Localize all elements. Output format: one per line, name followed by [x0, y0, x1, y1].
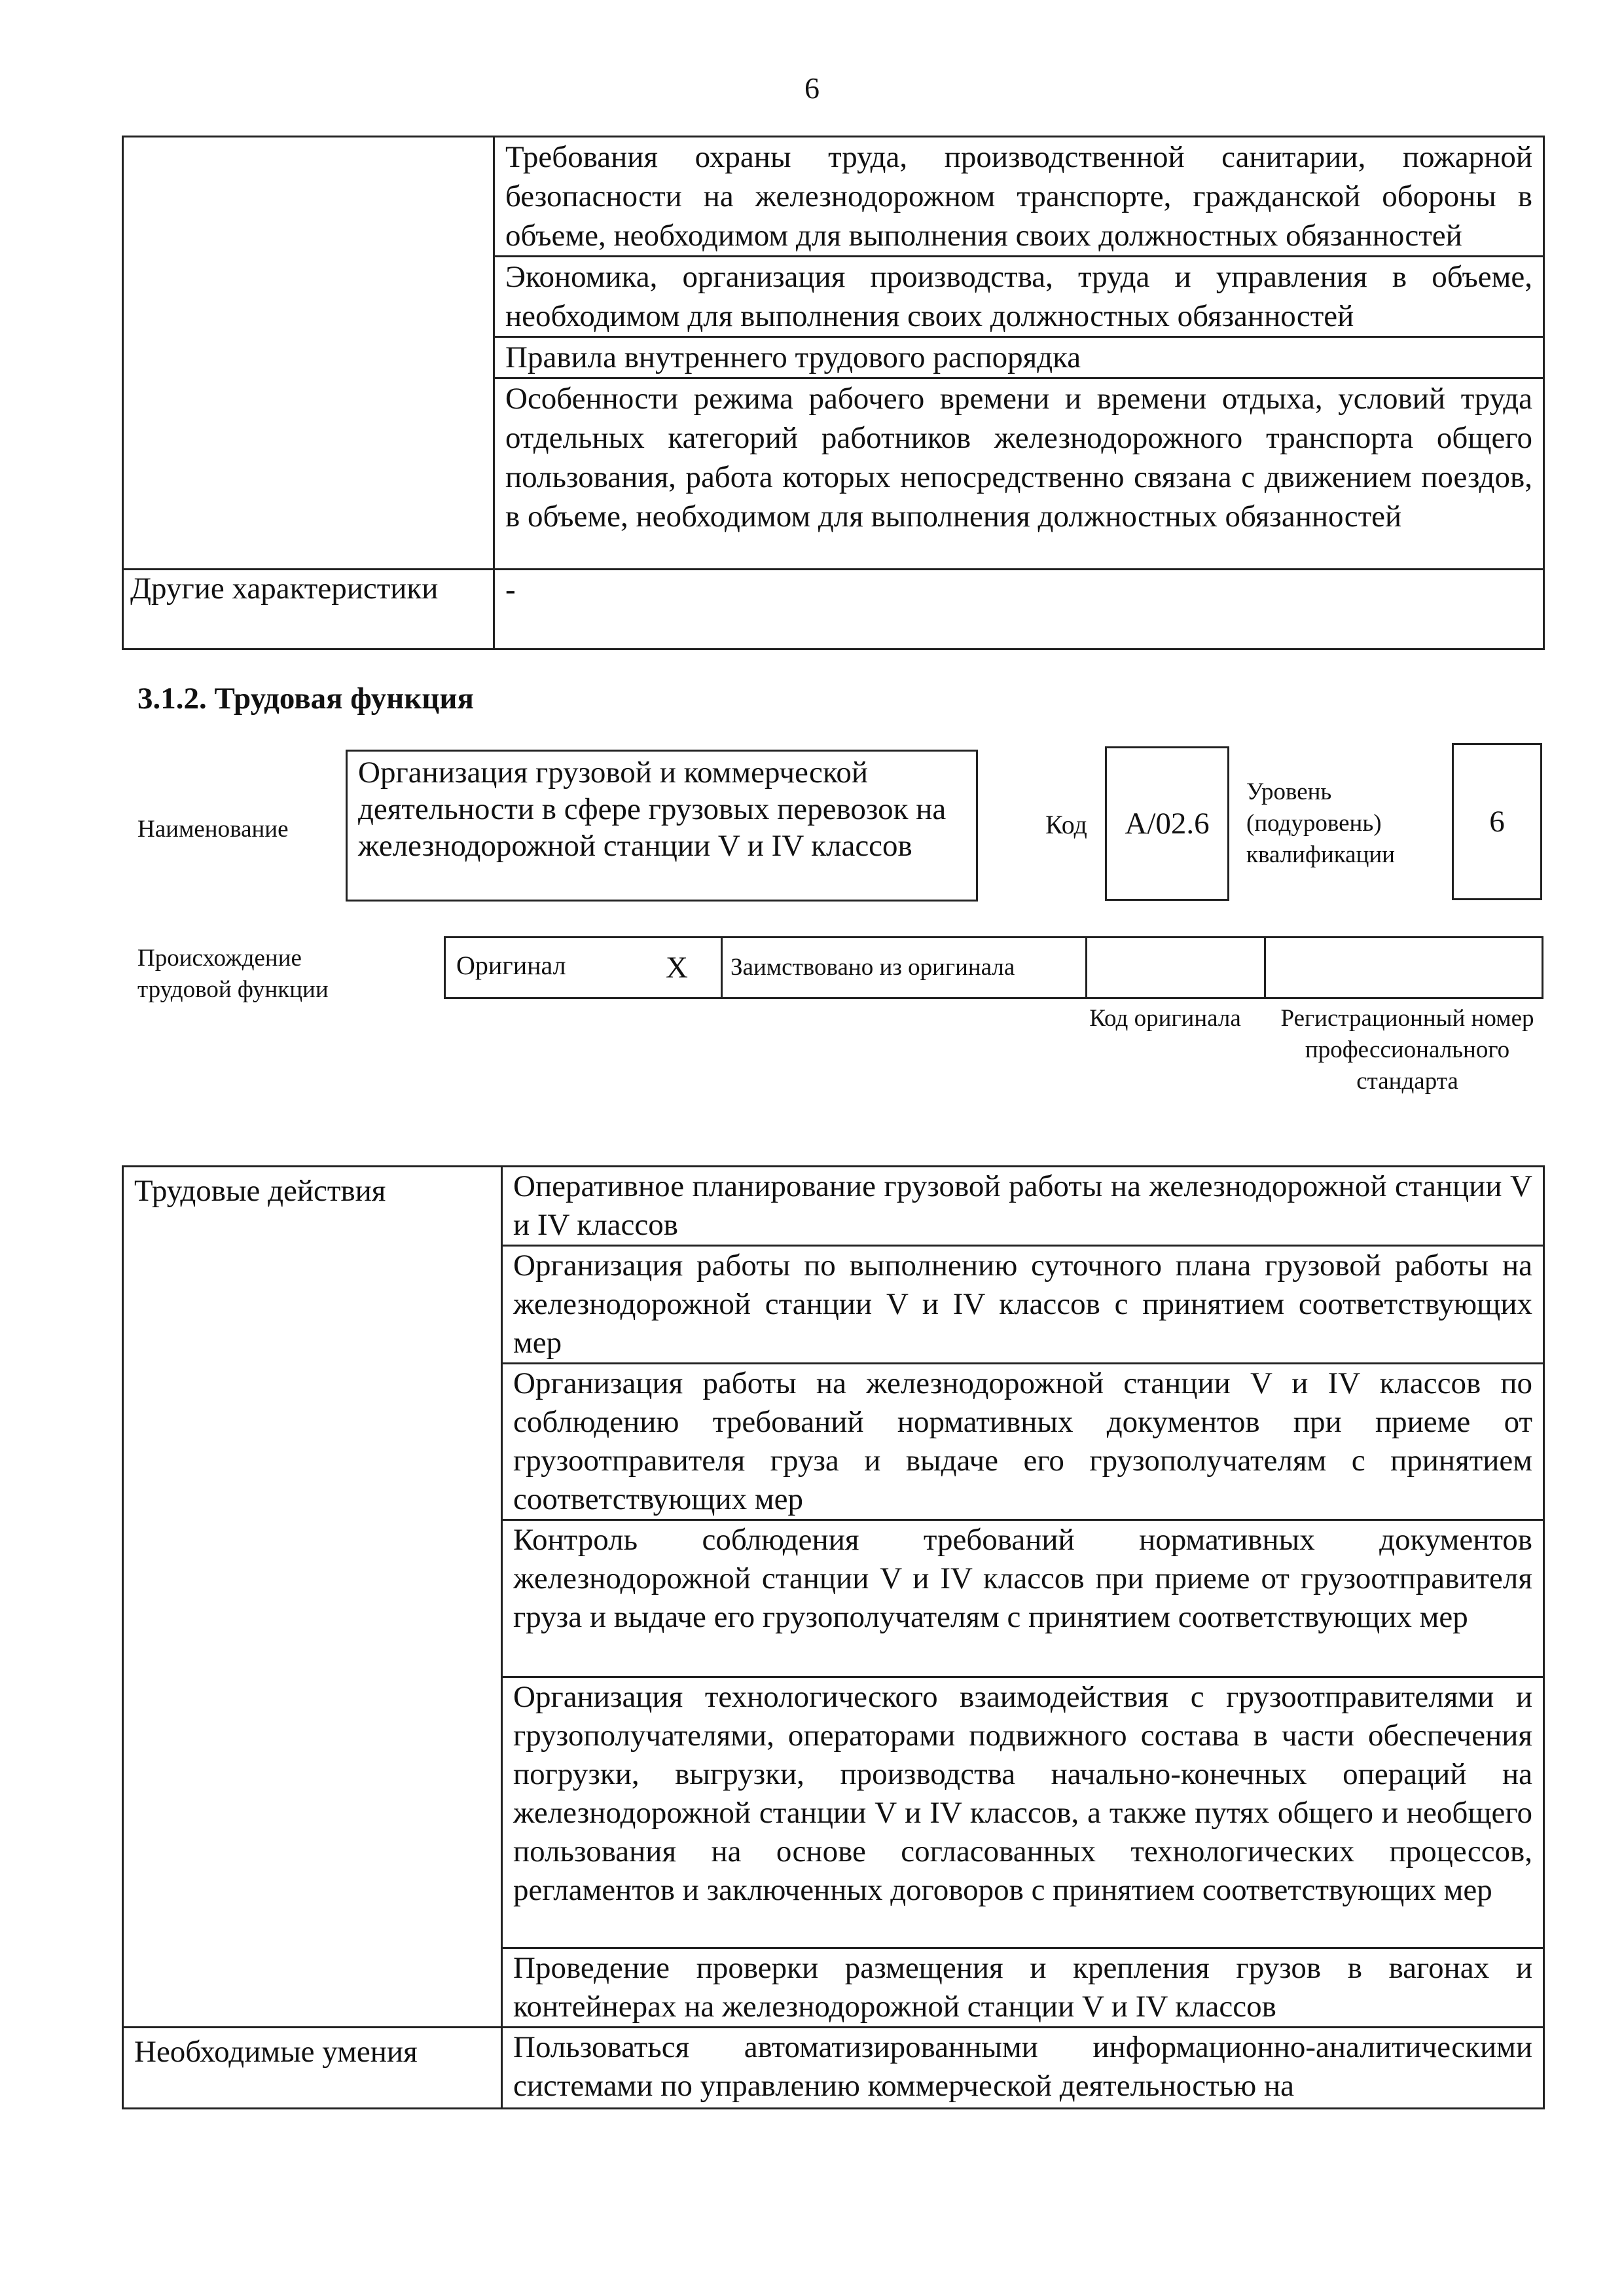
knowledge-item: Требования охраны труда, производственной санитарии, пожарной безопасности на железнодорожном транспорте, гражданской обороны в объеме, необходимом для выполнения своих должностных обязанностей — [494, 137, 1544, 257]
knowledge-item: Правила внутреннего трудового распорядка — [494, 337, 1544, 378]
origin-original-cell — [445, 938, 722, 998]
caption-reg-number: Регистрационный номер профессионального стандарта — [1280, 1005, 1534, 1095]
section-title: 3.1.2. Трудовая функция — [137, 682, 474, 716]
labour-actions-table — [122, 1165, 1545, 2109]
origin-table — [444, 936, 1543, 999]
origin-original-label: Оригинал — [456, 951, 566, 980]
origin-code-cell — [1087, 938, 1265, 998]
labour-action-item: Организация технологического взаимодействия с грузоотправителями и грузополучателями, операторами подвижного состава в части обеспечения погрузки, выгрузки, производства начально-конечных операций на железнодорожной станции V и IV классов, а также путях общего и необщего пользования на основе согласованных технологических процессов, регламентов и заключенных договоров с принятием соответствующих мер — [502, 1677, 1544, 1948]
labour-action-item: Организация работы на железнодорожной станции V и IV классов по соблюдению требований нормативных документов при приеме от грузоотправителя груза и выдаче его грузополучателям с принятием соответствующих мер — [502, 1364, 1544, 1520]
other-characteristics-label: Другие характеристики — [123, 570, 494, 649]
knowledge-item: Особенности режима рабочего времени и времени отдыха, условий труда отдельных категорий работников железнодорожного транспорта общего пользования, работа которых непосредственно связана с движением поездов, в объеме, необходимом для выполнения должностных обязанностей — [494, 378, 1544, 570]
labour-action-item: Оперативное планирование грузовой работы на железнодорожной станции V и IV классов — [502, 1167, 1544, 1246]
knowledge-item: Экономика, организация производства, труда и управления в объеме, необходимом для выполнения своих должностных обязанностей — [494, 257, 1544, 337]
origin-label: Происхождение трудовой функции — [137, 945, 329, 1003]
code-box: А/02.6 — [1105, 746, 1229, 901]
page-number: 6 — [804, 71, 820, 105]
empty-label-cell — [123, 137, 494, 570]
labour-action-item: Организация работы по выполнению суточного плана грузовой работы на железнодорожной станции V и IV классов с принятием соответствующих мер — [502, 1246, 1544, 1364]
origin-x-mark: X — [666, 951, 688, 985]
other-characteristics-value: - — [494, 570, 1544, 649]
code-label: Код — [1045, 810, 1087, 839]
function-name-box: Организация грузовой и коммерческой деятельности в сфере грузовых перевозок на железнодорожной станции V и IV классов — [346, 750, 978, 902]
required-skills-label: Необходимые умения — [123, 2028, 502, 2109]
labour-action-item: Проведение проверки размещения и крепления грузов в вагонах и контейнерах на железнодорожной станции V и IV классов — [502, 1948, 1544, 2028]
required-skill-item: Пользоваться автоматизированными информационно-аналитическими системами по управлению коммерческой деятельностью на — [502, 2028, 1544, 2109]
origin-borrowed-cell: Заимствовано из оригинала — [722, 938, 1087, 998]
knowledge-table-continued — [122, 136, 1545, 650]
labour-actions-label: Трудовые действия — [123, 1167, 502, 2028]
level-label: Уровень (подуровень) квалификации — [1246, 778, 1395, 868]
name-label: Наименование — [137, 816, 289, 843]
origin-reg-cell — [1265, 938, 1543, 998]
labour-action-item: Контроль соблюдения требований нормативных документов железнодорожной станции V и IV классов при приеме от грузоотправителя груза и выдаче его грузополучателям с принятием соответствующих мер — [502, 1520, 1544, 1677]
caption-original-code: Код оригинала — [1089, 1005, 1241, 1032]
level-box: 6 — [1452, 743, 1542, 900]
